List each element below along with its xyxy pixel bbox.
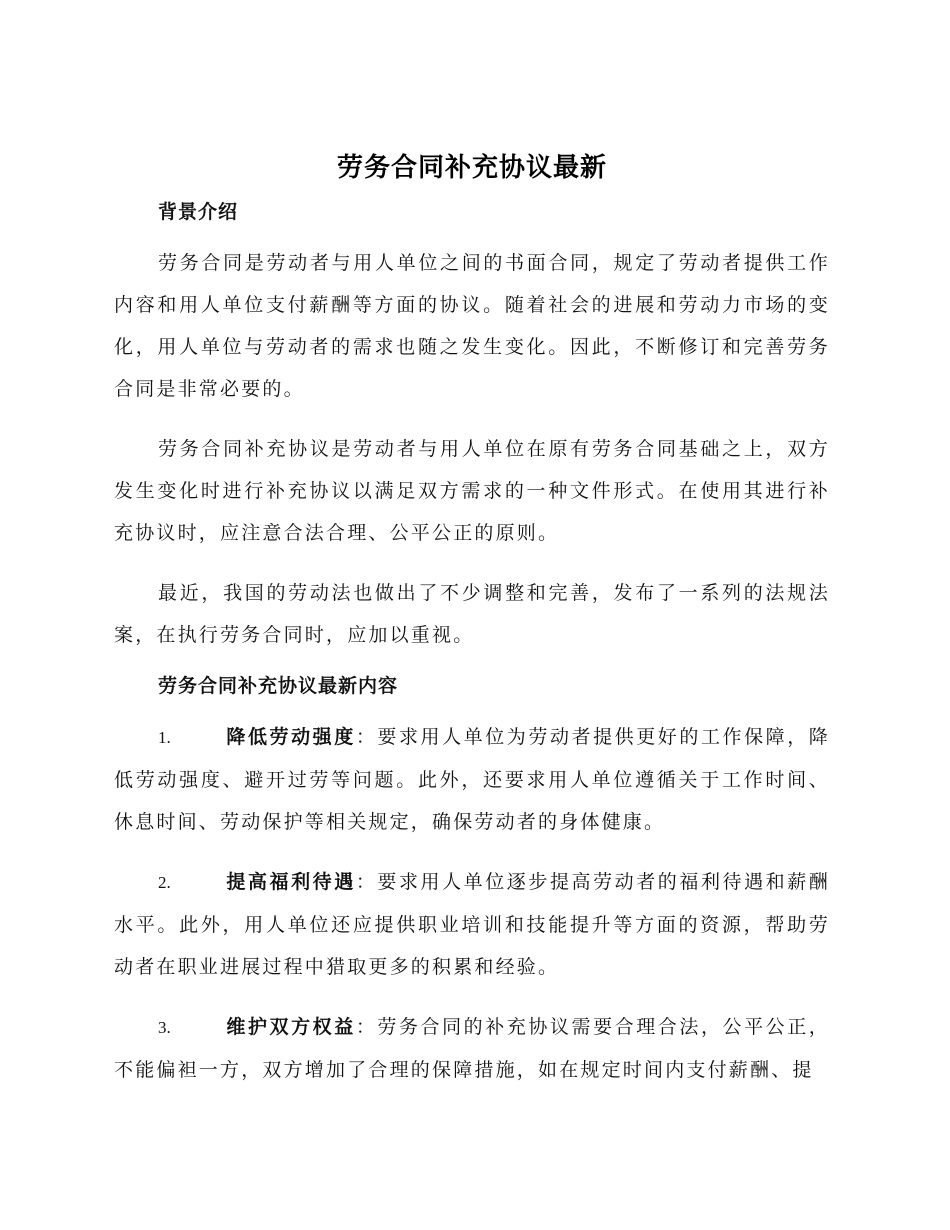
list-item-term: 提高福利待遇 [226,871,356,893]
list-item-number: 1. [158,728,171,747]
section-heading-latest-content: 劳务合同补充协议最新内容 [158,675,399,697]
list-item-text: ：要求用人单位逐步提高劳动者的福利待遇和薪酬水平。此外，用人单位还应提供职业培训和技能提升等方面的资源，帮助劳动者在职业进展过程中猎取更多的积累和经验。 [114,871,831,978]
list-item-text: ：要求用人单位为劳动者提供更好的工作保障，降低劳动强度、避开过劳等问题。此外，还要求用人单位遵循关于工作时间、休息时间、劳动保护等相关规定，确保劳动者的身体健康。 [114,726,831,833]
list-item-protect-rights [114,1006,830,1091]
document-title: 劳务合同补充协议最新 [336,153,607,183]
list-item-improve-benefits [114,861,830,988]
document-page [114,148,830,1091]
list-item-term: 维护双方权益 [226,1016,356,1038]
section-heading-background: 背景介绍 [158,201,239,223]
list-item-number: 2. [158,873,171,892]
paragraph-background-1: 劳务合同是劳动者与用人单位之间的书面合同，规定了劳动者提供工作内容和用人单位支付薪酬等方面的协议。随着社会的进展和劳动力市场的变化，用人单位与劳动者的需求也随之发生变化。因此，不断修订和完善劳务合同是非常必要的。 [114,252,830,400]
paragraph-background-2: 劳务合同补充协议是劳动者与用人单位在原有劳务合同基础之上，双方发生变化时进行补充协议以满足双方需求的一种文件形式。在使用其进行补充协议时，应注意合法合理、公平公正的原则。 [114,438,830,544]
paragraph-background-3: 最近，我国的劳动法也做出了不少调整和完善，发布了一系列的法规法案，在执行劳务合同时，应加以重视。 [114,582,830,646]
list-item-reduce-workload [114,716,830,843]
list-item-number: 3. [158,1018,171,1037]
list-item-text: ：劳务合同的补充协议需要合理合法，公平公正，不能偏袒一方，双方增加了合理的保障措施，如在规定时间内支付薪酬、提 [114,1016,831,1081]
list-item-term: 降低劳动强度 [226,726,356,748]
